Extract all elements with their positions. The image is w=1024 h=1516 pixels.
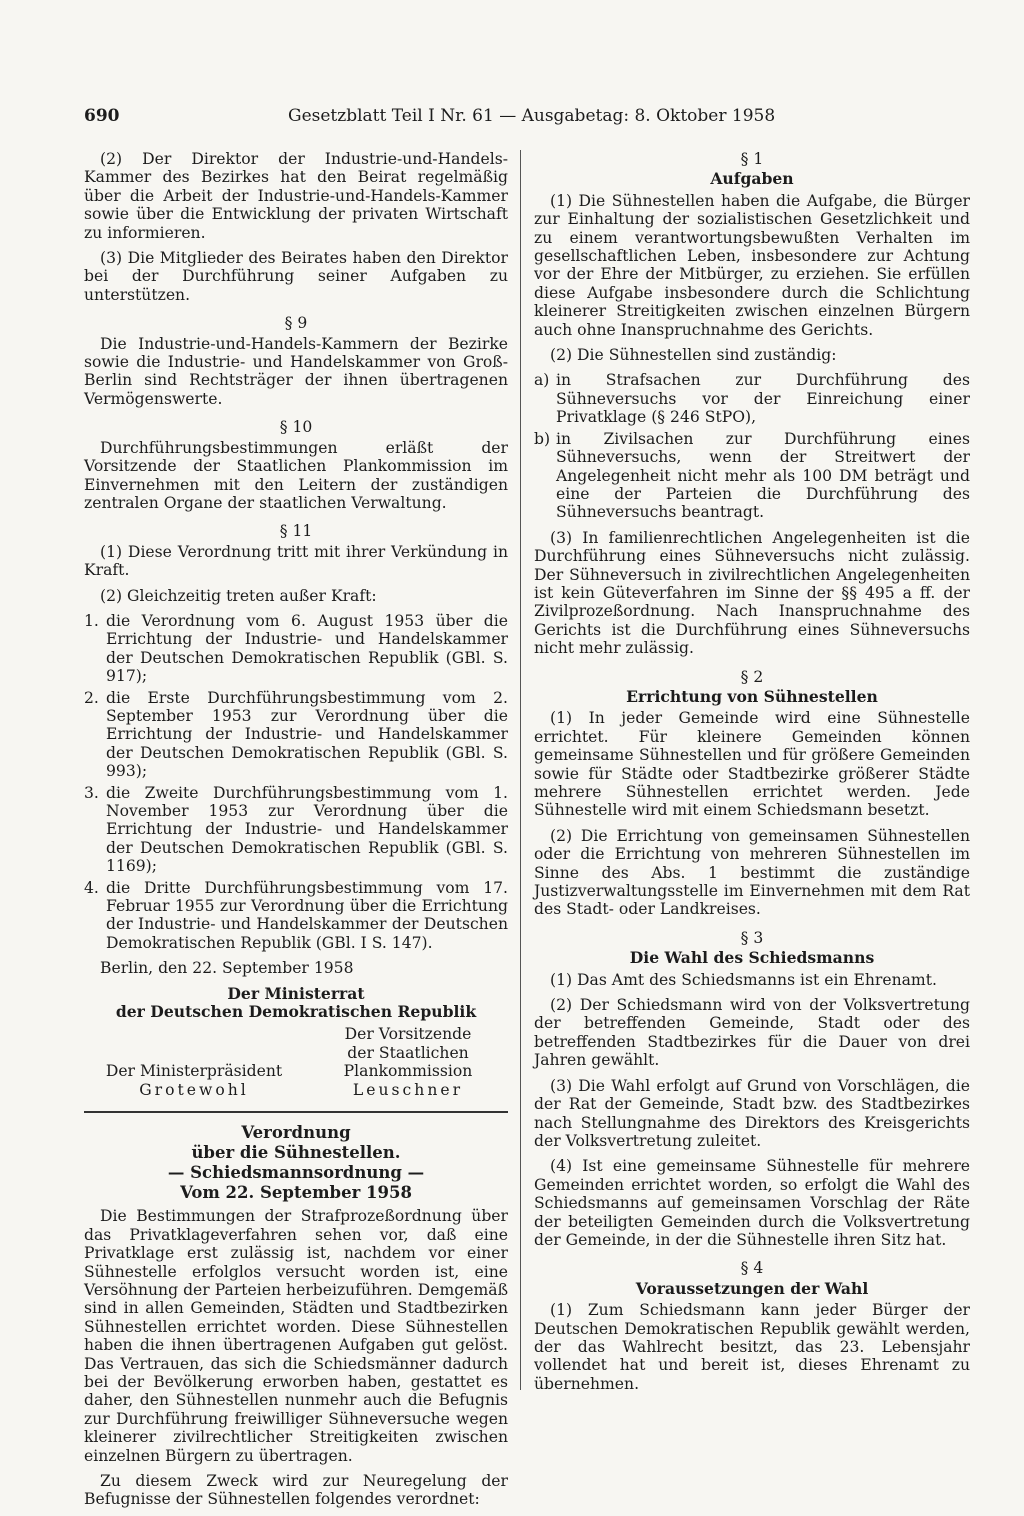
list-marker: 4.	[84, 878, 99, 897]
signer-name: Grotewohl	[139, 1080, 249, 1099]
competence-list	[534, 371, 970, 521]
left-column	[84, 150, 508, 1516]
paragraph: (2) Die Sühnestellen sind zuständig:	[550, 346, 837, 365]
council-subtitle: der Deutschen Demokratischen Republik	[115, 1002, 477, 1022]
paragraph: (1) Das Amt des Schiedsmanns ist ein Ehrenamt.	[550, 970, 937, 989]
list-item-text: in Strafsachen zur Durchführung des Sühneversuchs vor der Einreichung einer Privatklage (§ 246 StPO),	[556, 371, 970, 427]
paragraph: (1) Die Sühnestellen haben die Aufgabe, die Bürger zur Einhaltung der sozialistischen Gesetzlichkeit und zu einem verantwortungsbewußten Verhalten im gesellschaftlichen Leben, insbesondere zur Achtung vor der Ehre der Mitbürger, zu erziehen. Sie erfüllen diese Aufgabe insbesondere durch die Schlichtung kleinerer Streitigkeiten zwischen einzelnen Bürgern auch ohne Inanspruchnahme des Gerichts.	[534, 191, 970, 339]
paragraph: (2) Gleichzeitig treten außer Kraft:	[100, 586, 377, 605]
list-item	[534, 430, 970, 522]
signer-role-line: Plankommission	[343, 1062, 473, 1081]
section-heading: Errichtung von Sühnestellen	[626, 686, 878, 706]
signatures	[84, 1025, 508, 1099]
preamble-paragraph: Die Bestimmungen der Strafprozeßordnung über das Privatklageverfahren sehen vor, daß eine Privatklage erst zulässig ist, nachdem vor einer Sühnestelle erfolglos versucht worden ist, eine Versöhnung der Parteien herbeizuführen. Demgemäß sind in allen Gemeinden, Städten und Stadtbezirken Sühnestellen errichtet worden. Diese Sühnestellen haben die ihnen übertragenen Aufgaben gut gelöst. Das Vertrauen, das sich die Schiedsmänner dadurch bei der Bevölkerung erworben haben, gestattet es daher, den Sühnestellen nunmehr auch die Befugnis zur Durchführung freiwilliger Sühneversuche wegen kleinerer zivilrechtlicher Streitigkeiten zwischen einzelnen Bürgern zu übertragen.	[84, 1207, 508, 1465]
list-item	[84, 784, 508, 876]
paragraph: (3) Die Mitglieder des Beirates haben den Direktor bei der Durchführung seiner Aufgaben zu unterstützen.	[84, 249, 508, 304]
ordinance-title-line: Verordnung	[241, 1123, 351, 1143]
list-item	[84, 879, 508, 953]
paragraph: (2) Die Errichtung von gemeinsamen Sühnestellen oder die Errichtung von mehreren Sühnestellen im Sinne des Abs. 1 bestimmt die zuständige Justizverwaltungsstelle im Einvernehmen mit dem Rat des Stadt- oder Landkreises.	[534, 826, 970, 919]
ordinance-title-line: über die Sühnestellen.	[191, 1143, 401, 1163]
signature-block	[84, 985, 508, 1100]
horizontal-rule	[84, 1111, 508, 1113]
repeal-list	[84, 612, 508, 952]
list-marker: 1.	[84, 611, 99, 630]
section-number: § 1	[740, 150, 764, 168]
section-number: § 10	[279, 418, 313, 437]
signature-left	[84, 1062, 304, 1099]
list-item	[84, 612, 508, 686]
paragraph: (3) In familienrechtlichen Angelegenheiten ist die Durchführung eines Sühneversuchs nicht zulässig. Der Sühneversuch in zivilrechtlichen Angelegenheiten ist kein Güteverfahren im Sinne der §§ 495 a ff. der Zivilprozeßordnung. Nach Inanspruchnahme des Gerichts ist die Durchführung eines Sühneversuchs nicht mehr zulässig.	[534, 528, 970, 658]
signature-right	[308, 1025, 508, 1099]
list-item-text: die Erste Durchführungsbestimmung vom 2. September 1953 zur Verordnung über die Errichtung der Industrie- und Handelskammer der Deutschen Demokratischen Republik (GBl. S. 993);	[106, 688, 508, 781]
list-marker: b)	[534, 429, 551, 448]
section-heading: Voraussetzungen der Wahl	[635, 1278, 869, 1298]
signer-name: Leuschner	[352, 1080, 464, 1099]
paragraph: (2) Der Schiedsmann wird von der Volksvertretung der betreffenden Gemeinde, Stadt oder des betreffenden Stadtbezirkes für die Dauer von drei Jahren gewählt.	[534, 996, 970, 1070]
list-marker: 3.	[84, 783, 99, 802]
ordinance-title-line: — Schiedsmannsordnung —	[167, 1163, 425, 1183]
paragraph: Die Industrie-und-Handels-Kammern der Bezirke sowie die Industrie- und Handelskammer von Groß-Berlin sind Rechtsträger der ihnen übertragenen Vermögenswerte.	[84, 334, 508, 408]
ordinance-date: Vom 22. September 1958	[180, 1183, 412, 1203]
section-number: § 9	[284, 314, 308, 333]
paragraph: (3) Die Wahl erfolgt auf Grund von Vorschlägen, die der Rat der Gemeinde, Stadt bzw. des Stadtbezirkes nach Stellungnahme des Direktors des Kreisgerichts der Volksvertretung zuleitet.	[534, 1076, 970, 1150]
right-column	[534, 150, 970, 1400]
list-item-text: die Dritte Durchführungsbestimmung vom 17. Februar 1955 zur Verordnung über die Errichtung der Industrie- und Handelskammer der Deutschen Demokratischen Republik (GBl. I S. 147).	[106, 878, 508, 952]
section-number: § 4	[740, 1259, 764, 1278]
paragraph: (4) Ist eine gemeinsame Sühnestelle für mehrere Gemeinden errichtet worden, so erfolgt die Wahl des Schiedsmanns auf gemeinsamen Vorschlag der Räte der beteiligten Gemeinden durch die Volksvertretung der Gemeinde, in der die Sühnestelle ihren Sitz hat.	[534, 1157, 970, 1249]
list-item	[534, 371, 970, 426]
signer-role-line: der Staatlichen	[347, 1043, 469, 1062]
list-item	[84, 689, 508, 781]
section-heading: Die Wahl des Schiedsmanns	[629, 948, 875, 968]
paragraph: (1) In jeder Gemeinde wird eine Sühnestelle errichtet. Für kleinere Gemeinden können gemeinsame Sühnestellen und für größere Gemeinden sowie für Städte oder Stadtbezirke größerer Städte mehrere Sühnestellen errichtet werden. Jede Sühnestelle wird mit einem Schiedsmann besetzt.	[534, 709, 970, 820]
section-number: § 2	[740, 667, 764, 686]
ordinance-title	[84, 1123, 508, 1203]
paragraph: (1) Zum Schiedsmann kann jeder Bürger der Deutschen Demokratischen Republik gewählt werden, der das Wahlrecht besitzt, das 23. Lebensjahr vollendet hat und bereit ist, dieses Ehrenamt zu übernehmen.	[534, 1301, 970, 1393]
paragraph: (1) Diese Verordnung tritt mit ihrer Verkündung in Kraft.	[84, 542, 508, 580]
preamble-paragraph: Zu diesem Zweck wird zur Neuregelung der Befugnisse der Sühnestellen folgendes verordnet:	[84, 1471, 508, 1509]
signer-role-line: Der Vorsitzende	[344, 1025, 472, 1044]
council-title: Der Ministerrat	[227, 983, 365, 1003]
list-item-text: die Zweite Durchführungsbestimmung vom 1. November 1953 zur Verordnung über die Errichtung der Industrie- und Handelskammer der Deutschen Demokratischen Republik (GBl. S. 1169);	[106, 783, 508, 876]
list-item-text: in Zivilsachen zur Durchführung eines Sühneversuchs, wenn der Streitwert der Angelegenheit nicht mehr als 100 DM beträgt und eine der Parteien die Durchführung des Sühneversuchs beantragt.	[556, 429, 970, 522]
section-number: § 11	[279, 522, 313, 541]
paragraph: (2) Der Direktor der Industrie-und-Handels-Kammer des Bezirkes hat den Beirat regelmäßig über die Arbeit der Industrie-und-Handels-Kammer sowie über die Entwicklung der privaten Wirtschaft zu informieren.	[84, 150, 508, 242]
list-marker: 2.	[84, 688, 99, 707]
column-divider	[520, 150, 521, 1390]
section-heading: Aufgaben	[710, 169, 794, 189]
section-number: § 3	[740, 928, 764, 947]
date-line: Berlin, den 22. September 1958	[100, 959, 354, 978]
running-title: Gesetzblatt Teil I Nr. 61 — Ausgabetag: 8. Oktober 1958	[288, 106, 776, 126]
paragraph: Durchführungsbestimmungen erläßt der Vorsitzende der Staatlichen Plankommission im Einvernehmen mit den Leitern der zuständigen zentralen Organe der staatlichen Verwaltung.	[84, 438, 508, 512]
signer-role: Der Ministerpräsident	[105, 1062, 283, 1081]
page-number: 690	[84, 106, 120, 126]
list-item-text: die Verordnung vom 6. August 1953 über die Errichtung der Industrie- und Handelskammer der Deutschen Demokratischen Republik (GBl. S. 917);	[106, 611, 508, 686]
list-marker: a)	[534, 371, 550, 390]
